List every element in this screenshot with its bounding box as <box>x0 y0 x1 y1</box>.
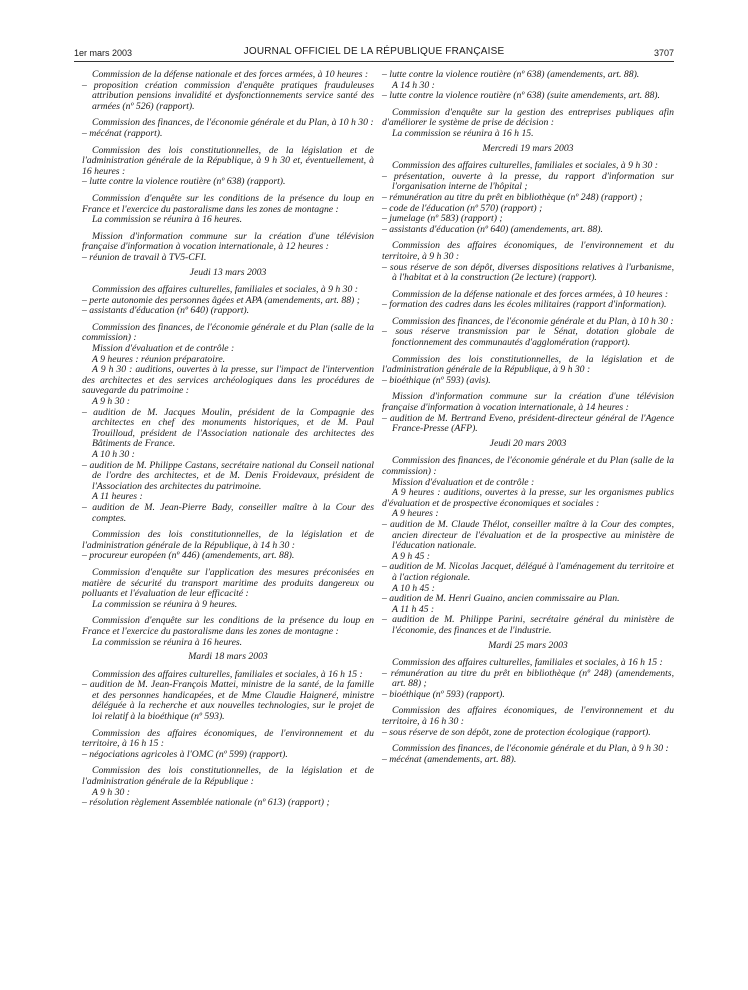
schedule-line: A 11 heures : <box>92 491 143 503</box>
schedule-line: La commission se réunira à 9 heures. <box>92 598 238 610</box>
agenda-item: – audition de M. Henri Guaino, ancien commissaire au Plan. <box>382 593 620 605</box>
agenda-item: – audition de M. Jean-François Mattei, ministre de la santé, de la famille et des personnes handicapées, et de Mme Claudie Haigneré, ministre déléguée à la recherche et aux nouvelles technologies, sur le projet de loi relatif à la bioéthique (nº 593). <box>82 679 374 723</box>
agenda-item: – perte autonomie des personnes âgées et APA (amendements, art. 88) ; <box>82 294 360 306</box>
commission-heading: Commission des affaires culturelles, familiales et sociales, à 16 h 15 : <box>92 668 363 680</box>
agenda-item: – jumelage (nº 583) (rapport) ; <box>382 213 503 225</box>
commission-heading: Commission d'enquête sur l'application des mesures préconisées en matière de sécurité du transport maritime des produits dangereux ou polluants et l'évaluation de leur efficacité : <box>82 566 374 600</box>
agenda-item: – assistants d'éducation (nº 640) (rapport). <box>82 305 250 317</box>
commission-heading: Commission de la défense nationale et des forces armées, à 10 heures : <box>392 288 669 300</box>
commission-heading: Commission des finances, de l'économie générale et du Plan, à 10 h 30 : <box>392 315 674 327</box>
schedule-line: La commission se réunira à 16 heures. <box>92 636 243 648</box>
schedule-line: A 9 h 30 : <box>92 786 131 798</box>
commission-heading: Commission des affaires économiques, de l'environnement et du territoire, à 16 h 30 : <box>382 705 674 728</box>
agenda-item: – audition de M. Philippe Castans, secrétaire national du Conseil national de l'ordre des architectes, et de M. Denis Froidevaux, président de l'Association des architectes du patrimoine. <box>82 459 374 492</box>
agenda-item: – résolution règlement Assemblée nationale (nº 613) (rapport) ; <box>82 797 330 809</box>
agenda-item: – mécénat (amendements, art. 88). <box>382 753 517 765</box>
agenda-item: – audition de M. Claude Thélot, conseiller maître à la Cour des comptes, ancien directeur de l'évaluation et de la prospective au ministère de l'éducation nationale. <box>382 518 674 552</box>
commission-heading: Commission des lois constitutionnelles, de la législation et de l'administration générale de la République, à 9 h 30 et, éventuellement, à 16 heures : <box>82 144 374 177</box>
page-number: 3707 <box>653 48 674 58</box>
commission-heading: A 9 heures : auditions, ouvertes à la presse, sur les organismes publics d'évaluation et de prospective économiques et sociales : <box>382 487 674 509</box>
commission-heading: Commission des affaires économiques, de l'environnement et du territoire, à 9 h 30 : <box>382 240 674 262</box>
agenda-item: – bioéthique (nº 593) (rapport). <box>382 688 505 700</box>
agenda-item: – négociations agricoles à l'OMC (nº 599) (rapport). <box>82 748 288 760</box>
page-header <box>74 46 674 62</box>
commission-heading: Commission des lois constitutionnelles, de la législation et de l'administration générale de la République, à 14 h 30 : <box>82 529 374 551</box>
date-heading: Jeudi 13 mars 2003 <box>189 266 267 278</box>
agenda-item: – présentation, ouverte à la presse, du rapport d'information sur l'organisation interne de l'hôpital ; <box>382 170 674 193</box>
date-heading: Mardi 18 mars 2003 <box>188 651 268 663</box>
schedule-line: A 14 h 30 : <box>392 79 435 91</box>
schedule-line: A 9 h 30 : <box>92 396 131 408</box>
commission-heading: Commission des finances, de l'économie générale et du Plan (salle de la commission) : <box>82 321 374 344</box>
agenda-item: – procureur européen (nº 446) (amendements, art. 88). <box>82 550 295 562</box>
agenda-item: – bioéthique (nº 593) (avis). <box>382 374 491 386</box>
commission-heading: Commission des lois constitutionnelles, de la législation et de l'administration générale de la République : <box>82 765 374 788</box>
commission-heading: A 9 h 30 : auditions, ouvertes à la presse, sur l'impact de l'intervention des architectes et des services archéologiques dans les procédures de sauvegarde du patrimoine : <box>82 364 374 397</box>
left-column <box>82 70 374 809</box>
header-rule <box>74 61 674 62</box>
agenda-item: – réunion de travail à TV5-CFI. <box>82 251 207 263</box>
agenda-item: – lutte contre la violence routière (nº 638) (amendements, art. 88). <box>382 69 640 80</box>
agenda-item: – proposition création commission d'enquête pratiques frauduleuses attribution pensions invalidité et dysfonctionnements service santé des armées (nº 526) (rapport). <box>82 79 374 112</box>
agenda-item: – audition de M. Philippe Parini, secrétaire général du ministère de l'économie, des finances et de l'industrie. <box>382 614 674 636</box>
schedule-line: A 11 h 45 : <box>392 603 435 615</box>
schedule-line: A 10 h 45 : <box>392 582 435 594</box>
agenda-item: – audition de M. Nicolas Jacquet, délégué à l'aménagement du territoire et à l'action régionale. <box>382 561 674 583</box>
agenda-item: – lutte contre la violence routière (nº 638) (suite amendements, art. 88). <box>382 90 660 102</box>
schedule-line: A 9 heures : <box>392 508 439 520</box>
agenda-item: – lutte contre la violence routière (nº 638) (rapport). <box>82 176 286 188</box>
agenda-item: – rémunération au titre du prêt en bibliothèque (nº 248) (amendements, art. 88) ; <box>382 667 674 690</box>
commission-heading: Commission d'enquête sur la gestion des entreprises publiques afin d'améliorer le système de prise de décision : <box>382 106 674 129</box>
commission-heading: Commission d'enquête sur les conditions de la présence du loup en France et l'exercice du pastoralisme dans les zones de montagne : <box>82 192 374 215</box>
agenda-item: – sous réserve de son dépôt, diverses dispositions relatives à l'urbanisme, à l'habitat et à la construction (2e lecture) (rapport). <box>382 261 674 284</box>
schedule-line: A 10 h 30 : <box>92 449 135 460</box>
commission-heading: Commission d'enquête sur les conditions de la présence du loup en France et l'exercice du pastoralisme dans les zones de montagne : <box>82 615 374 637</box>
header-date: 1er mars 2003 <box>74 48 133 58</box>
agenda-item: – sous réserve de son dépôt, zone de protection écologique (rapport). <box>382 726 651 738</box>
commission-heading: Commission des affaires culturelles, familiales et sociales, à 16 h 15 : <box>392 657 663 669</box>
agenda-item: – audition de M. Jacques Moulin, président de la Compagnie des architectes en chef des monuments historiques, et de M. Paul Trouilloud, président de l'Association nationale des architectes des Bâtiments de France. <box>82 406 374 450</box>
commission-heading: Commission des finances, de l'économie générale et du Plan, à 10 h 30 : <box>92 117 374 129</box>
schedule-line: A 9 heures : réunion préparatoire. <box>92 353 226 365</box>
commission-heading: Commission des affaires culturelles, familiales et sociales, à 9 h 30 : <box>392 160 658 172</box>
agenda-item: – mécénat (rapport). <box>82 127 163 139</box>
commission-heading: Commission de la défense nationale et des forces armées, à 10 heures : <box>92 69 369 80</box>
commission-heading: Commission des finances, de l'économie générale et du Plan (salle de la commission) : <box>382 455 674 477</box>
agenda-item: – code de l'éducation (nº 570) (rapport) ; <box>382 202 543 214</box>
date-heading: Mercredi 19 mars 2003 <box>482 142 574 154</box>
agenda-item: – audition de M. Bertrand Eveno, président-directeur général de l'Agence France-Presse (AFP). <box>382 412 674 435</box>
schedule-line: Mission d'évaluation et de contrôle : <box>392 476 535 488</box>
date-heading: Mardi 25 mars 2003 <box>488 639 568 651</box>
commission-heading: Commission des finances, de l'économie générale et du Plan, à 9 h 30 : <box>392 743 669 755</box>
agenda-item: – assistants d'éducation (nº 640) (amendements, art. 88). <box>382 223 603 235</box>
commission-heading: Commission des lois constitutionnelles, de la législation et de l'administration générale de la République, à 9 h 30 : <box>382 353 674 376</box>
right-column <box>382 70 674 765</box>
schedule-line: La commission se réunira à 16 h 15. <box>392 127 534 139</box>
agenda-item: – formation des cadres dans les écoles militaires (rapport d'information). <box>382 299 667 311</box>
commission-heading: Mission d'information commune sur la création d'une télévision française d'information à vocation internationale, à 12 heures : <box>82 230 374 253</box>
commission-heading: Commission des affaires culturelles, familiales et sociales, à 9 h 30 : <box>92 284 358 296</box>
commission-heading: Mission d'information commune sur la création d'une télévision française d'information à vocation internationale, à 14 heures : <box>382 391 674 414</box>
schedule-line: La commission se réunira à 16 heures. <box>92 214 243 226</box>
agenda-item: – rémunération au titre du prêt en bibliothèque (nº 248) (rapport) ; <box>382 191 643 203</box>
schedule-line: Mission d'évaluation et de contrôle : <box>92 343 235 355</box>
schedule-line: A 9 h 45 : <box>392 550 431 562</box>
agenda-item: – sous réserve transmission par le Sénat, dotation globale de fonctionnement des communautés d'agglomération (rapport). <box>382 326 674 349</box>
agenda-item: – audition de M. Jean-Pierre Bady, conseiller maître à la Cour des comptes. <box>82 501 374 524</box>
date-heading: Jeudi 20 mars 2003 <box>489 437 567 449</box>
journal-title: JOURNAL OFFICIEL DE LA RÉPUBLIQUE FRANÇAISE <box>243 46 505 57</box>
commission-heading: Commission des affaires économiques, de l'environnement et du territoire, à 16 h 15 : <box>82 727 374 750</box>
